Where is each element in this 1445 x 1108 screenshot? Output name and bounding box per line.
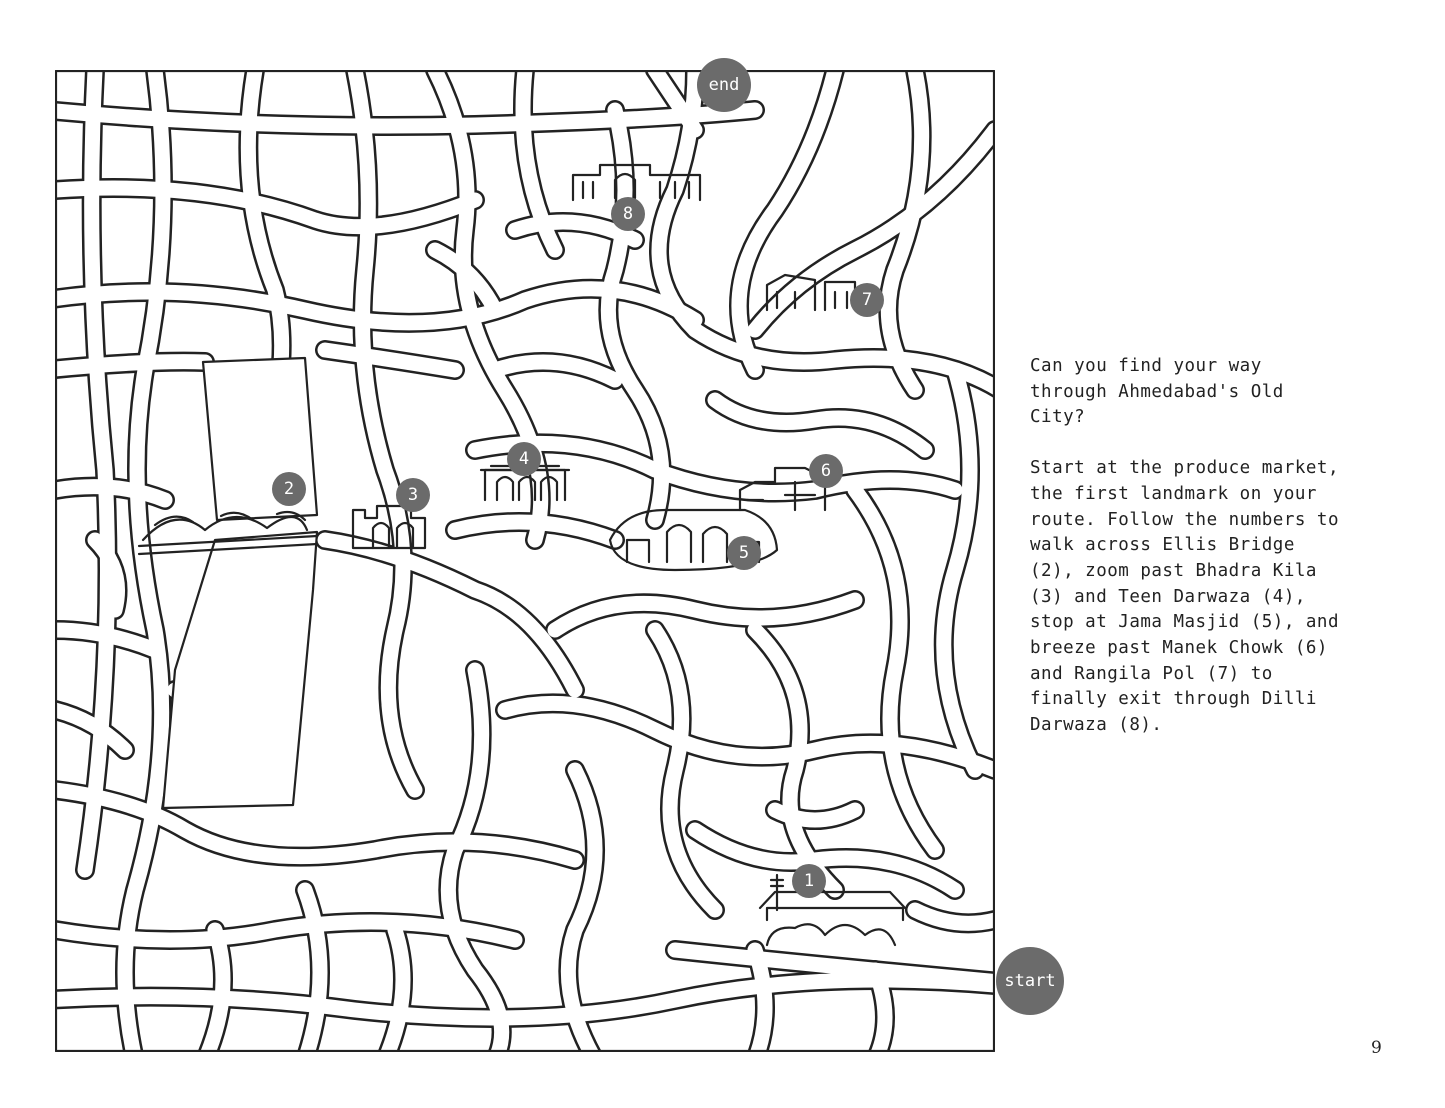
end-marker [697,58,751,112]
street-fill [55,790,575,860]
landmark-number: 4 [518,449,530,469]
street-outline [325,540,575,690]
landmark-number: 5 [738,543,750,563]
landmark-number: 1 [803,871,815,891]
landmark-marker-2 [272,472,306,506]
street-fill [55,980,995,1018]
street-fill [448,670,501,1052]
street-fill [355,70,415,790]
caption-instructions: Start at the produce market, the first landmark on your route. Follow the numbers to walk across Ellis Bridge (2), zoom past Bhadra Kila (3) and Teen Darwaza (4), stop at Jama Masjid (5), and breeze past Manek Chowk (6) and Rangila Pol (7) to finally exit through Dilli Darwaza (8). [1030,458,1340,736]
landmark-number: 3 [407,485,419,505]
landmark-number: 8 [622,204,634,224]
landmark-marker-1 [792,864,826,898]
street-fill [55,362,205,370]
start-marker [996,947,1064,1015]
landmark-marker-4 [507,442,541,476]
landmark-number: 7 [861,290,873,310]
street-fill [915,910,995,923]
page-number: 9 [1371,1038,1382,1058]
river [163,358,317,808]
landmark-marker-7 [850,283,884,317]
end-label: end [708,75,740,95]
landmark-marker-5 [727,536,761,570]
landmark-marker-8 [611,197,645,231]
landmark-number: 2 [283,479,295,499]
streets [55,70,995,1052]
landmark-number: 6 [820,461,832,481]
street-fill [325,540,575,690]
start-label: start [1004,971,1056,991]
caption-question: Can you find your way through Ahmedabad's Old City? [1030,356,1284,428]
street-fill [125,70,163,1052]
old-city-maze-map [55,70,995,1052]
puzzle-caption [1030,354,1350,764]
landmark-marker-3 [396,478,430,512]
street-fill [325,350,455,370]
landmark-marker-6 [809,454,843,488]
street-fill [305,890,320,1052]
